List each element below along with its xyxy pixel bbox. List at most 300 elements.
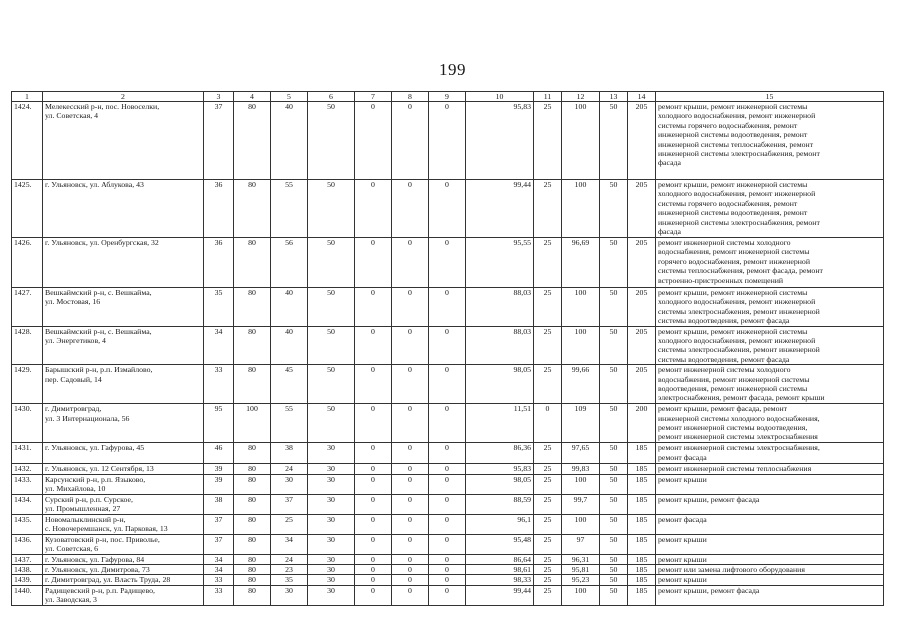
value-cell-c13: 50 [600, 514, 628, 534]
value-cell-c12: 100 [562, 180, 600, 238]
value-cell-c9: 0 [429, 554, 466, 564]
table-row [12, 585, 884, 605]
value-cell-c4: 80 [234, 585, 271, 605]
value-cell-c3: 35 [204, 288, 234, 327]
value-cell-c12: 100 [562, 474, 600, 494]
value-cell-c6: 30 [308, 565, 355, 575]
value-cell-c9: 0 [429, 494, 466, 514]
row-number: 1435. [12, 514, 43, 534]
value-cell-c4: 80 [234, 365, 271, 404]
value-cell-c9: 0 [429, 443, 466, 464]
value-cell-c7: 0 [355, 443, 392, 464]
address-cell [43, 514, 204, 534]
works-line: ремонт крыши, ремонт инженерной системы [658, 102, 808, 111]
works-line: ремонт крыши, ремонт фасада [658, 494, 760, 504]
address-cell [43, 494, 204, 514]
address-line: ул. Промышленная, 27 [45, 504, 121, 514]
capital-repair-table [11, 91, 884, 606]
value-cell-c10: 98,33 [466, 575, 534, 585]
works-line: инженерной системы холодного водоснабжения, [658, 413, 820, 423]
works-line: системы электроснабжения, ремонт инженерной [658, 306, 820, 316]
value-cell-c13: 50 [600, 326, 628, 365]
value-cell-c13: 50 [600, 534, 628, 554]
works-line: водоснабжения, ремонт инженерной системы [658, 374, 810, 384]
address-cell [43, 585, 204, 605]
value-cell-c7: 0 [355, 326, 392, 365]
works-line: фасада [658, 158, 681, 168]
address-line: г. Димитровград, ул. Власть Труда, 28 [45, 575, 171, 585]
value-cell-c10: 96,1 [466, 514, 534, 534]
address-line: Кузоватовский р-н, пос. Приволье, [45, 534, 160, 544]
address-line: Новомалыклинский р-н, [45, 514, 126, 524]
value-cell-c9: 0 [429, 102, 466, 180]
address-line: ул. Мостовая, 16 [45, 297, 101, 307]
value-cell-c7: 0 [355, 365, 392, 404]
value-cell-c6: 50 [308, 180, 355, 238]
works-line: водоснабжения, ремонт инженерной системы [658, 247, 810, 257]
value-cell-c3: 34 [204, 554, 234, 564]
works-line: ремонт крыши, ремонт инженерной системы [658, 288, 808, 297]
value-cell-c9: 0 [429, 575, 466, 585]
works-line: системы горячего водоснабжения, ремонт [658, 198, 798, 208]
row-number: 1437. [12, 554, 43, 564]
value-cell-c12: 99,83 [562, 464, 600, 474]
value-cell-c12: 100 [562, 585, 600, 605]
value-cell-c14: 185 [628, 554, 656, 564]
address-line: ул. Михайлова, 10 [45, 484, 106, 494]
row-number: 1434. [12, 494, 43, 514]
works-line: ремонт крыши [658, 534, 707, 544]
works-cell [656, 443, 884, 464]
works-line: ремонт крыши, ремонт фасада [658, 585, 760, 595]
value-cell-c3: 34 [204, 326, 234, 365]
value-cell-c9: 0 [429, 288, 466, 327]
address-line: Радищевский р-н, р.п. Радищево, [45, 585, 155, 595]
value-cell-c5: 30 [271, 585, 308, 605]
value-cell-c10: 95,55 [466, 238, 534, 288]
row-number: 1427. [12, 288, 43, 327]
value-cell-c11: 25 [534, 514, 562, 534]
works-line: системы горячего водоснабжения, ремонт [658, 120, 798, 130]
row-number: 1429. [12, 365, 43, 404]
value-cell-c6: 30 [308, 554, 355, 564]
value-cell-c14: 185 [628, 514, 656, 534]
value-cell-c13: 50 [600, 238, 628, 288]
value-cell-c12: 109 [562, 404, 600, 443]
value-cell-c3: 36 [204, 238, 234, 288]
value-cell-c4: 80 [234, 514, 271, 534]
address-line: пер. Садовый, 14 [45, 374, 102, 384]
value-cell-c4: 80 [234, 494, 271, 514]
value-cell-c7: 0 [355, 534, 392, 554]
value-cell-c6: 30 [308, 464, 355, 474]
value-cell-c9: 0 [429, 404, 466, 443]
value-cell-c12: 100 [562, 288, 600, 327]
value-cell-c9: 0 [429, 464, 466, 474]
value-cell-c11: 25 [534, 474, 562, 494]
value-cell-c7: 0 [355, 554, 392, 564]
value-cell-c3: 34 [204, 565, 234, 575]
value-cell-c8: 0 [392, 443, 429, 464]
value-cell-c6: 50 [308, 365, 355, 404]
header-cell: 15 [656, 92, 884, 102]
value-cell-c7: 0 [355, 585, 392, 605]
table-row [12, 102, 884, 180]
address-line: г. Ульяновск, ул. Димитрова, 73 [45, 565, 150, 575]
works-line: ремонт фасада [658, 514, 707, 524]
value-cell-c7: 0 [355, 474, 392, 494]
value-cell-c4: 80 [234, 288, 271, 327]
works-line: встроенно-пристроенных помещений [658, 275, 784, 285]
header-cell: 1 [12, 92, 43, 102]
address-line: ул. Советская, 6 [45, 544, 99, 554]
value-cell-c13: 50 [600, 494, 628, 514]
address-line: ул. 3 Интернационала, 56 [45, 413, 130, 423]
table-row [12, 474, 884, 494]
value-cell-c8: 0 [392, 464, 429, 474]
value-cell-c8: 0 [392, 585, 429, 605]
header-cell: 8 [392, 92, 429, 102]
header-cell: 5 [271, 92, 308, 102]
value-cell-c7: 0 [355, 464, 392, 474]
table-row [12, 534, 884, 554]
value-cell-c8: 0 [392, 554, 429, 564]
value-cell-c3: 33 [204, 585, 234, 605]
value-cell-c3: 38 [204, 494, 234, 514]
address-line: г. Ульяновск, ул. Гафурова, 84 [45, 554, 145, 564]
value-cell-c14: 185 [628, 474, 656, 494]
value-cell-c5: 55 [271, 180, 308, 238]
value-cell-c8: 0 [392, 534, 429, 554]
value-cell-c13: 50 [600, 288, 628, 327]
value-cell-c12: 100 [562, 102, 600, 180]
works-line: инженерной системы теплоснабжения, ремонт [658, 139, 814, 149]
row-number: 1426. [12, 238, 43, 288]
value-cell-c13: 50 [600, 102, 628, 180]
header-cell: 4 [234, 92, 271, 102]
value-cell-c7: 0 [355, 565, 392, 575]
value-cell-c6: 30 [308, 534, 355, 554]
value-cell-c6: 50 [308, 238, 355, 288]
value-cell-c11: 25 [534, 365, 562, 404]
header-cell: 10 [466, 92, 534, 102]
value-cell-c13: 50 [600, 443, 628, 464]
value-cell-c12: 95,23 [562, 575, 600, 585]
value-cell-c14: 205 [628, 180, 656, 238]
value-cell-c10: 86,64 [466, 554, 534, 564]
value-cell-c10: 88,03 [466, 326, 534, 365]
value-cell-c10: 95,48 [466, 534, 534, 554]
works-cell [656, 404, 884, 443]
value-cell-c11: 25 [534, 585, 562, 605]
value-cell-c6: 30 [308, 474, 355, 494]
value-cell-c7: 0 [355, 102, 392, 180]
value-cell-c10: 88,59 [466, 494, 534, 514]
address-cell [43, 565, 204, 575]
value-cell-c4: 80 [234, 326, 271, 365]
row-number: 1440. [12, 585, 43, 605]
value-cell-c11: 25 [534, 238, 562, 288]
value-cell-c10: 95,83 [466, 464, 534, 474]
value-cell-c3: 36 [204, 180, 234, 238]
value-cell-c10: 95,83 [466, 102, 534, 180]
works-line: ремонт крыши [658, 474, 707, 484]
address-line: г. Ульяновск, ул. Оренбургская, 32 [45, 238, 159, 247]
header-cell: 12 [562, 92, 600, 102]
row-number: 1436. [12, 534, 43, 554]
value-cell-c11: 25 [534, 554, 562, 564]
value-cell-c3: 33 [204, 575, 234, 585]
address-line: ул. Заводская, 3 [45, 595, 97, 605]
row-number: 1428. [12, 326, 43, 365]
value-cell-c12: 97 [562, 534, 600, 554]
value-cell-c10: 86,36 [466, 443, 534, 464]
row-number: 1424. [12, 102, 43, 180]
works-cell [656, 565, 884, 575]
value-cell-c3: 37 [204, 534, 234, 554]
value-cell-c11: 25 [534, 326, 562, 365]
works-line: ремонт крыши, ремонт инженерной системы [658, 180, 808, 189]
value-cell-c12: 99,7 [562, 494, 600, 514]
works-cell [656, 238, 884, 288]
address-cell [43, 404, 204, 443]
address-cell [43, 443, 204, 464]
value-cell-c11: 25 [534, 534, 562, 554]
works-cell [656, 464, 884, 474]
row-number: 1430. [12, 404, 43, 443]
value-cell-c14: 200 [628, 404, 656, 443]
works-cell [656, 288, 884, 327]
address-cell [43, 326, 204, 365]
address-line: с. Новочеремшанск, ул. Парковая, 13 [45, 524, 168, 534]
address-cell [43, 238, 204, 288]
address-cell [43, 554, 204, 564]
value-cell-c14: 185 [628, 585, 656, 605]
address-cell [43, 474, 204, 494]
value-cell-c13: 50 [600, 180, 628, 238]
works-line: ремонт крыши, ремонт фасада, ремонт [658, 404, 788, 414]
works-cell [656, 575, 884, 585]
address-line: Вешкаймский р-н, с. Вешкайма, [45, 288, 152, 297]
value-cell-c11: 25 [534, 102, 562, 180]
address-cell [43, 180, 204, 238]
value-cell-c14: 205 [628, 288, 656, 327]
value-cell-c3: 46 [204, 443, 234, 464]
value-cell-c5: 56 [271, 238, 308, 288]
value-cell-c7: 0 [355, 514, 392, 534]
value-cell-c12: 95,81 [562, 565, 600, 575]
works-line: электроснабжения, ремонт фасада, ремонт крыши [658, 393, 825, 403]
value-cell-c9: 0 [429, 585, 466, 605]
value-cell-c14: 205 [628, 365, 656, 404]
value-cell-c8: 0 [392, 474, 429, 494]
value-cell-c6: 30 [308, 443, 355, 464]
works-line: системы электроснабжения, ремонт инженерной [658, 345, 820, 355]
value-cell-c11: 25 [534, 464, 562, 474]
value-cell-c5: 55 [271, 404, 308, 443]
value-cell-c5: 30 [271, 474, 308, 494]
value-cell-c3: 37 [204, 102, 234, 180]
value-cell-c6: 50 [308, 326, 355, 365]
value-cell-c9: 0 [429, 565, 466, 575]
value-cell-c10: 98,61 [466, 565, 534, 575]
value-cell-c13: 50 [600, 464, 628, 474]
works-line: холодного водоснабжения, ремонт инженерной [658, 111, 816, 121]
value-cell-c14: 205 [628, 102, 656, 180]
value-cell-c6: 50 [308, 102, 355, 180]
value-cell-c12: 96,31 [562, 554, 600, 564]
works-line: водоотведения, ремонт инженерной системы [658, 384, 808, 394]
value-cell-c5: 40 [271, 326, 308, 365]
address-line: Барышский р-н, р.п. Измайлово, [45, 365, 153, 375]
value-cell-c8: 0 [392, 514, 429, 534]
works-line: ремонт инженерной системы электроснабжения [658, 432, 818, 442]
value-cell-c4: 80 [234, 238, 271, 288]
value-cell-c8: 0 [392, 565, 429, 575]
works-line: ремонт крыши [658, 575, 707, 585]
value-cell-c6: 50 [308, 404, 355, 443]
table-row [12, 575, 884, 585]
works-cell [656, 365, 884, 404]
page-number: 199 [439, 60, 466, 79]
address-line: Сурский р-н, р.п. Сурское, [45, 494, 133, 504]
value-cell-c3: 95 [204, 404, 234, 443]
value-cell-c11: 25 [534, 565, 562, 575]
value-cell-c4: 80 [234, 554, 271, 564]
works-line: ремонт инженерной системы электроснабжения, [658, 443, 820, 453]
works-cell [656, 514, 884, 534]
table-row [12, 238, 884, 288]
works-line: ремонт инженерной системы водоотведения, [658, 423, 808, 433]
value-cell-c14: 185 [628, 575, 656, 585]
works-line: ремонт крыши [658, 554, 707, 564]
value-cell-c4: 80 [234, 180, 271, 238]
works-cell [656, 585, 884, 605]
value-cell-c14: 185 [628, 534, 656, 554]
table-row [12, 443, 884, 464]
address-line: ул. Энергетиков, 4 [45, 336, 106, 346]
value-cell-c9: 0 [429, 180, 466, 238]
value-cell-c9: 0 [429, 514, 466, 534]
value-cell-c11: 25 [534, 180, 562, 238]
address-line: Мелекесский р-н, пос. Новоселки, [45, 102, 160, 111]
value-cell-c13: 50 [600, 404, 628, 443]
address-line: Карсунский р-н, р.п. Языково, [45, 474, 146, 484]
value-cell-c14: 185 [628, 494, 656, 514]
value-cell-c12: 100 [562, 514, 600, 534]
value-cell-c10: 99,44 [466, 585, 534, 605]
value-cell-c8: 0 [392, 180, 429, 238]
value-cell-c6: 30 [308, 585, 355, 605]
value-cell-c5: 23 [271, 565, 308, 575]
value-cell-c13: 50 [600, 474, 628, 494]
works-cell [656, 554, 884, 564]
address-line: ул. Советская, 4 [45, 111, 99, 121]
value-cell-c10: 98,05 [466, 365, 534, 404]
row-number: 1438. [12, 565, 43, 575]
header-cell: 13 [600, 92, 628, 102]
works-line: инженерной системы электроснабжения, ремонт [658, 149, 820, 159]
works-line: ремонт инженерной системы теплоснабжения [658, 464, 812, 474]
row-number: 1432. [12, 464, 43, 474]
value-cell-c13: 50 [600, 565, 628, 575]
table-row [12, 326, 884, 365]
table-row [12, 404, 884, 443]
value-cell-c8: 0 [392, 494, 429, 514]
value-cell-c6: 30 [308, 514, 355, 534]
works-line: инженерной системы водоотведения, ремонт [658, 130, 808, 140]
works-cell [656, 102, 884, 180]
value-cell-c4: 80 [234, 565, 271, 575]
works-line: холодного водоснабжения, ремонт инженерной [658, 336, 816, 346]
value-cell-c10: 98,05 [466, 474, 534, 494]
value-cell-c9: 0 [429, 326, 466, 365]
works-line: ремонт инженерной системы холодного [658, 238, 791, 247]
value-cell-c5: 45 [271, 365, 308, 404]
row-number: 1433. [12, 474, 43, 494]
works-line: системы водоотведения, ремонт фасада [658, 354, 790, 364]
value-cell-c5: 34 [271, 534, 308, 554]
value-cell-c7: 0 [355, 575, 392, 585]
works-line: ремонт крыши, ремонт инженерной системы [658, 326, 808, 336]
works-cell [656, 474, 884, 494]
value-cell-c10: 11,51 [466, 404, 534, 443]
value-cell-c5: 25 [271, 514, 308, 534]
address-line: г. Ульяновск, ул. Аблукова, 43 [45, 180, 144, 189]
header-cell: 9 [429, 92, 466, 102]
value-cell-c13: 50 [600, 575, 628, 585]
value-cell-c4: 80 [234, 102, 271, 180]
value-cell-c11: 25 [534, 288, 562, 327]
value-cell-c7: 0 [355, 494, 392, 514]
value-cell-c11: 0 [534, 404, 562, 443]
value-cell-c3: 33 [204, 365, 234, 404]
value-cell-c7: 0 [355, 238, 392, 288]
value-cell-c6: 50 [308, 288, 355, 327]
value-cell-c10: 99,44 [466, 180, 534, 238]
value-cell-c8: 0 [392, 575, 429, 585]
works-line: холодного водоснабжения, ремонт инженерной [658, 189, 816, 199]
value-cell-c11: 25 [534, 494, 562, 514]
value-cell-c12: 100 [562, 326, 600, 365]
works-line: инженерной системы водоотведения, ремонт [658, 208, 808, 218]
table-row [12, 554, 884, 564]
value-cell-c14: 185 [628, 464, 656, 474]
works-cell [656, 326, 884, 365]
works-line: ремонт фасада [658, 452, 707, 462]
address-line: г. Ульяновск, ул. Гафурова, 45 [45, 443, 145, 453]
address-cell [43, 575, 204, 585]
row-number: 1425. [12, 180, 43, 238]
value-cell-c8: 0 [392, 238, 429, 288]
value-cell-c4: 80 [234, 575, 271, 585]
value-cell-c7: 0 [355, 180, 392, 238]
value-cell-c4: 80 [234, 464, 271, 474]
address-cell [43, 365, 204, 404]
row-number: 1431. [12, 443, 43, 464]
table-row [12, 365, 884, 404]
value-cell-c9: 0 [429, 474, 466, 494]
value-cell-c8: 0 [392, 404, 429, 443]
value-cell-c14: 205 [628, 238, 656, 288]
address-cell [43, 464, 204, 474]
works-cell [656, 534, 884, 554]
value-cell-c8: 0 [392, 365, 429, 404]
value-cell-c6: 30 [308, 575, 355, 585]
value-cell-c5: 38 [271, 443, 308, 464]
value-cell-c9: 0 [429, 365, 466, 404]
value-cell-c13: 50 [600, 365, 628, 404]
